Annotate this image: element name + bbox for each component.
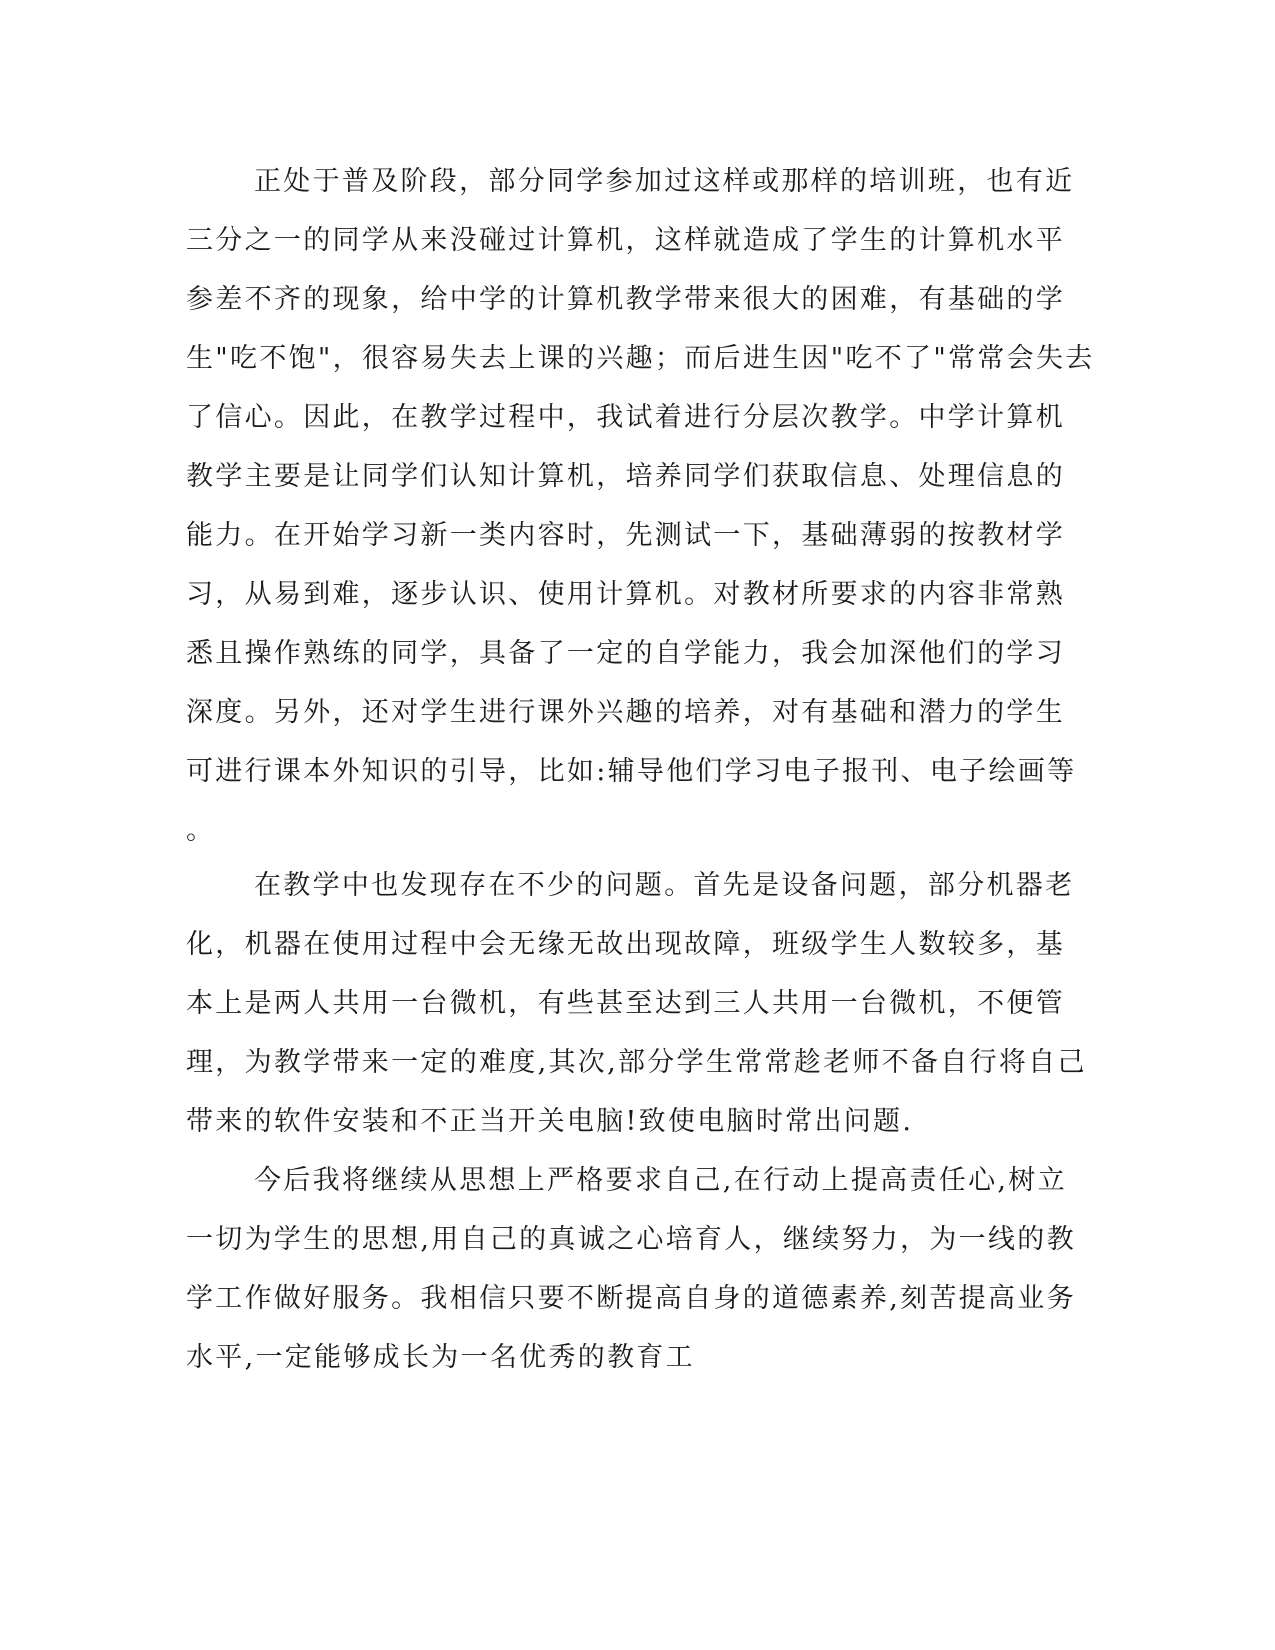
text-line: 理，为教学带来一定的难度,其次,部分学生常常趁老师不备自行将自己 bbox=[186, 1047, 1087, 1078]
text-line: 。 bbox=[186, 815, 216, 846]
text-line: 一切为学生的思想,用自己的真诚之心培育人，继续努力，为一线的教 bbox=[186, 1224, 1076, 1255]
text-line: 今后我将继续从思想上严格要求自己,在行动上提高责任心,树立 bbox=[254, 1165, 1067, 1196]
text-line: 三分之一的同学从来没碰过计算机，这样就造成了学生的计算机水平 bbox=[186, 225, 1065, 256]
text-line: 能力。在开始学习新一类内容时，先测试一下，基础薄弱的按教材学 bbox=[186, 520, 1065, 551]
text-line: 深度。另外，还对学生进行课外兴趣的培养，对有基础和潜力的学生 bbox=[186, 697, 1065, 728]
text-line: 了信心。因此，在教学过程中，我试着进行分层次教学。中学计算机 bbox=[186, 402, 1065, 433]
text-line: 教学主要是让同学们认知计算机，培养同学们获取信息、处理信息的 bbox=[186, 461, 1065, 492]
text-line: 生"吃不饱"，很容易失去上课的兴趣；而后进生因"吃不了"常常会失去 bbox=[186, 343, 1095, 374]
text-line: 学工作做好服务。我相信只要不断提高自身的道德素养,刻苦提高业务 bbox=[186, 1283, 1076, 1314]
text-line: 带来的软件安装和不正当开关电脑!致使电脑时常出问题. bbox=[186, 1106, 914, 1137]
text-line: 本上是两人共用一台微机，有些甚至达到三人共用一台微机，不便管 bbox=[186, 988, 1065, 1019]
text-line: 在教学中也发现存在不少的问题。首先是设备问题，部分机器老 bbox=[254, 870, 1075, 901]
text-line: 水平,一定能够成长为一名优秀的教育工 bbox=[186, 1342, 695, 1373]
text-line: 习，从易到难，逐步认识、使用计算机。对教材所要求的内容非常熟 bbox=[186, 579, 1065, 610]
text-line: 化，机器在使用过程中会无缘无故出现故障，班级学生人数较多，基 bbox=[186, 929, 1065, 960]
text-line: 可进行课本外知识的引导，比如:辅导他们学习电子报刊、电子绘画等 bbox=[186, 756, 1077, 787]
text-line: 正处于普及阶段，部分同学参加过这样或那样的培训班，也有近 bbox=[254, 166, 1075, 197]
text-line: 悉且操作熟练的同学，具备了一定的自学能力，我会加深他们的学习 bbox=[186, 638, 1065, 669]
text-line: 参差不齐的现象，给中学的计算机教学带来很大的困难，有基础的学 bbox=[186, 284, 1065, 315]
